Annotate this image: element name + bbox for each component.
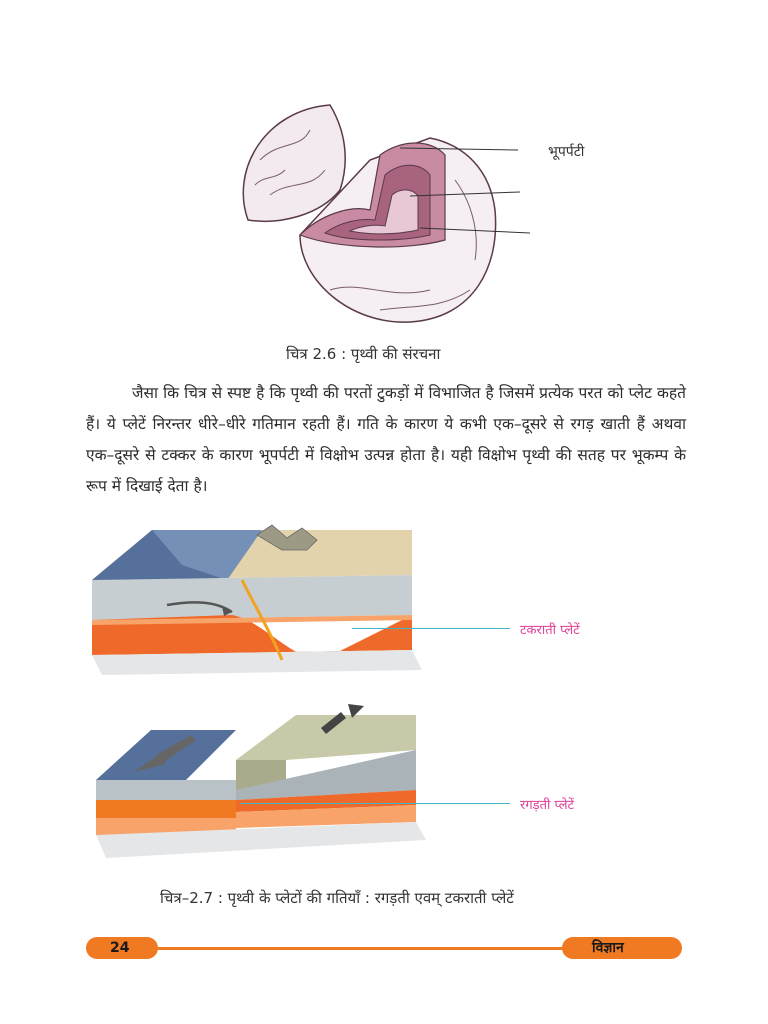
page-number: 24 <box>110 940 130 956</box>
paragraph-text: जैसा कि चित्र से स्पष्ट है कि पृथ्वी की परतों टुकड़ों में विभाजित है जिसमें प्रत्येक परत को प्लेट कहते हैं। ये प्लेटें निरन्तर धीरे–धीरे गतिमान रहती हैं। गति के कारण ये कभी एक–दूसरे से रगड़ खाती हैं अथवा एक–दूसरे से टक्कर के कारण भूपर्पटी में विक्षोभ उत्पन्न होता है। यही विक्षोभ पृथ्वी की सतह पर भूकम्प के रूप में दिखाई देता है। <box>86 384 686 495</box>
footer-rule <box>150 947 570 950</box>
body-paragraph <box>86 378 686 502</box>
colliding-plates-illustration <box>92 520 422 675</box>
sliding-plates-illustration <box>96 700 426 865</box>
figure-2-7-caption: चित्र–2.7 : पृथ्वी के प्लेटों की गतियाँ : रगड़ती एवम् टकराती प्लेटें <box>160 889 514 907</box>
page-number-badge <box>86 937 158 959</box>
crust-label: भूपर्पटी <box>548 144 585 160</box>
sliding-pointer-line <box>240 803 510 804</box>
book-title-badge <box>562 937 682 959</box>
earth-structure-illustration <box>230 100 530 330</box>
sliding-plates-label: रगड़ती प्लेटें <box>520 798 575 813</box>
colliding-plates-label: टकराती प्लेटें <box>520 623 580 638</box>
book-title: विज्ञान <box>592 940 624 956</box>
figure-2-6-caption: चित्र 2.6 : पृथ्वी की संरचना <box>286 345 441 363</box>
colliding-pointer-line <box>352 628 510 629</box>
